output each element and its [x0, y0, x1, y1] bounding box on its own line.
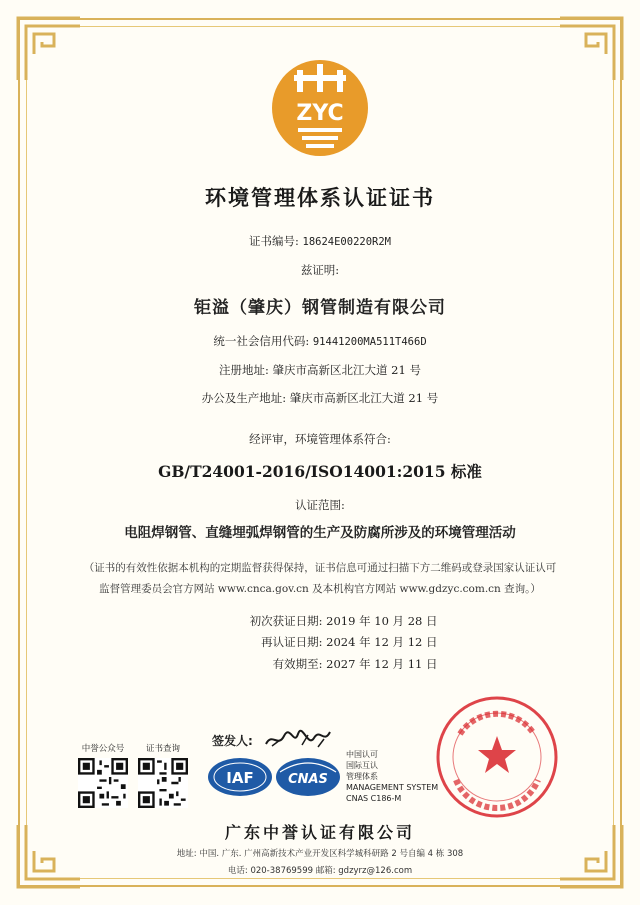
registered-address [0, 362, 640, 378]
cnas-info-line: 管理体系 [346, 772, 378, 781]
cnas-badge-icon [274, 756, 342, 798]
footer-contact: 电话: 020-38769599 邮箱: gdzyrz@126.com [227, 866, 413, 876]
cnas-info-line: 中国认可 [346, 750, 378, 759]
logo-text: ZYC [296, 101, 344, 126]
iaf-badge-icon [206, 756, 274, 798]
footer-address: 地址: 中国. 广东. 广州高新技术产业开发区科学城科研路 2 号自编 4 栋 308 [176, 849, 464, 859]
recertification-date-value: 2024 年 12 月 12 日 [326, 635, 438, 649]
certificate-number-label: 证书编号: [248, 234, 299, 248]
office-address [0, 390, 640, 406]
corner-ornament-icon [14, 14, 84, 84]
expiry-date [0, 656, 640, 672]
credit-code [0, 333, 640, 349]
certify-intro: 兹证明: [300, 263, 340, 277]
wechat-qr-block[interactable] [72, 742, 134, 812]
credit-code-value: 91441200MA511T466D [312, 336, 427, 348]
recertification-date-label: 再认证日期: [261, 635, 323, 649]
recertification-date [0, 634, 640, 650]
iaf-badge-text: IAF [226, 769, 254, 787]
cnas-badge-text: CNAS [288, 772, 328, 787]
company-name: 钜溢（肇庆）钢管制造有限公司 [194, 298, 446, 318]
zyc-logo-icon [270, 58, 370, 158]
standard: GB/T24001-2016/ISO14001:2015 标准 [158, 462, 482, 481]
registered-address-label: 注册地址: [219, 363, 269, 377]
first-issue-date [0, 613, 640, 629]
cnas-info-line: CNAS C186-M [346, 794, 402, 803]
cnas-accreditation-info [346, 749, 438, 804]
first-issue-date-label: 初次获证日期: [249, 614, 323, 628]
first-issue-date-value: 2019 年 10 月 28 日 [326, 614, 438, 628]
expiry-date-value: 2027 年 12 月 11 日 [326, 657, 438, 671]
audit-statement: 经评审，环境管理体系符合: [249, 432, 391, 446]
validity-note-line1: （证书的有效性依据本机构的定期监督获得保持，证书信息可通过扫描下方二维码或登录国家认证认可 [83, 562, 557, 574]
expiry-date-label: 有效期至: [272, 657, 323, 671]
cnas-info-line: MANAGEMENT SYSTEM [346, 783, 439, 792]
certificate-number-value: 18624E00220R2M [302, 236, 392, 248]
registered-address-value: 肇庆市高新区北江大道 21 号 [272, 363, 421, 377]
issuing-company: 广东中誉认证有限公司 [224, 823, 415, 842]
signature-icon [262, 726, 334, 752]
office-address-label: 办公及生产地址: [201, 391, 287, 405]
certificate-number [0, 233, 640, 249]
signer-label: 签发人: [212, 734, 253, 748]
credit-code-label: 统一社会信用代码: [213, 334, 310, 348]
certificate-query-qr-label: 证书查询 [145, 744, 180, 754]
certification-scope: 电阻焊钢管、直缝埋弧焊钢管的生产及防腐所涉及的环境管理活动 [124, 525, 516, 541]
scope-label: 认证范围: [295, 498, 345, 512]
qr-code-icon[interactable] [78, 758, 128, 808]
certificate-title: 环境管理体系认证证书 [205, 186, 435, 210]
validity-note-line2: 监督管理委员会官方网站 www.cnca.gov.cn 及本机构官方网站 www.gdzyc.com.cn 查询。） [99, 583, 541, 595]
company-seal-icon [434, 694, 560, 820]
wechat-qr-label: 中誉公众号 [81, 744, 125, 754]
cnas-info-line: 国际互认 [346, 761, 378, 770]
corner-ornament-icon [556, 14, 626, 84]
qr-code-icon[interactable] [138, 758, 188, 808]
office-address-value: 肇庆市高新区北江大道 21 号 [289, 391, 439, 405]
certificate-query-qr-block[interactable] [132, 742, 194, 812]
